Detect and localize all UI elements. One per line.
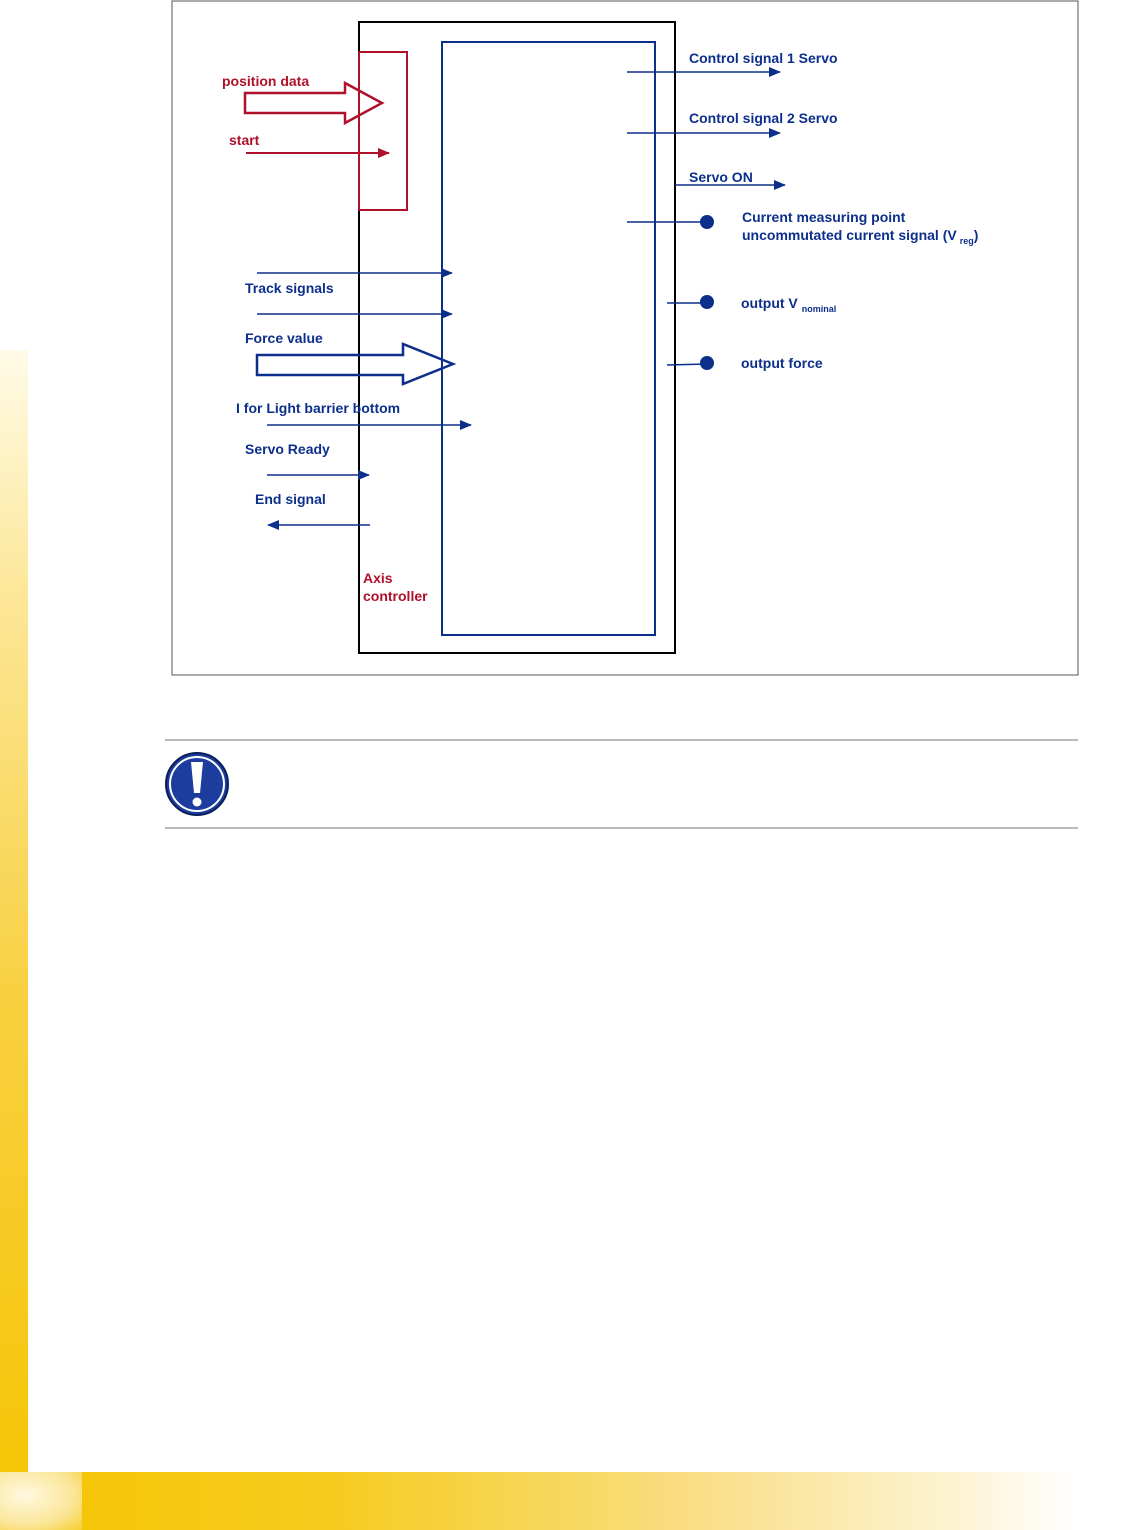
current-measuring-point-dot — [700, 215, 714, 229]
servo-ready-label: Servo Ready — [245, 441, 330, 457]
exclamation-icon — [166, 753, 228, 815]
output-force-label: output force — [741, 355, 823, 371]
control-signal-2-label: Control signal 2 Servo — [689, 110, 838, 126]
current-point-close: ) — [973, 227, 979, 243]
output-force-dot — [700, 356, 714, 370]
control-signal-1-label: Control signal 1 Servo — [689, 50, 838, 66]
axis-controller-label-line2: controller — [363, 588, 428, 604]
end-signal-label: End signal — [255, 491, 326, 507]
current-point-label-line2 — [742, 227, 978, 246]
inner-processing-block — [442, 42, 655, 635]
current-point-label-line1: Current measuring point — [742, 209, 906, 225]
servo-on-label: Servo ON — [689, 169, 753, 185]
force-value-arrow — [257, 344, 453, 384]
output-v-dot — [700, 295, 714, 309]
current-point-text: uncommutated current signal (V — [742, 227, 957, 243]
start-label: start — [229, 132, 260, 148]
light-barrier-label: I for Light barrier bottom — [236, 400, 401, 416]
position-input-block — [359, 52, 407, 210]
output-v-label — [741, 295, 836, 314]
force-value-label: Force value — [245, 330, 323, 346]
footer-decorative-bar — [0, 1472, 1135, 1530]
position-data-label: position data — [222, 73, 310, 89]
position-data-arrow — [245, 83, 382, 123]
axis-controller-label-line1: Axis — [363, 570, 393, 586]
footer-corner-decoration — [0, 1472, 82, 1530]
output-v-text: output V — [741, 295, 798, 311]
output-v-subscript: nominal — [801, 304, 837, 314]
current-point-subscript: reg — [959, 236, 974, 246]
track-signals-label: Track signals — [245, 280, 334, 296]
